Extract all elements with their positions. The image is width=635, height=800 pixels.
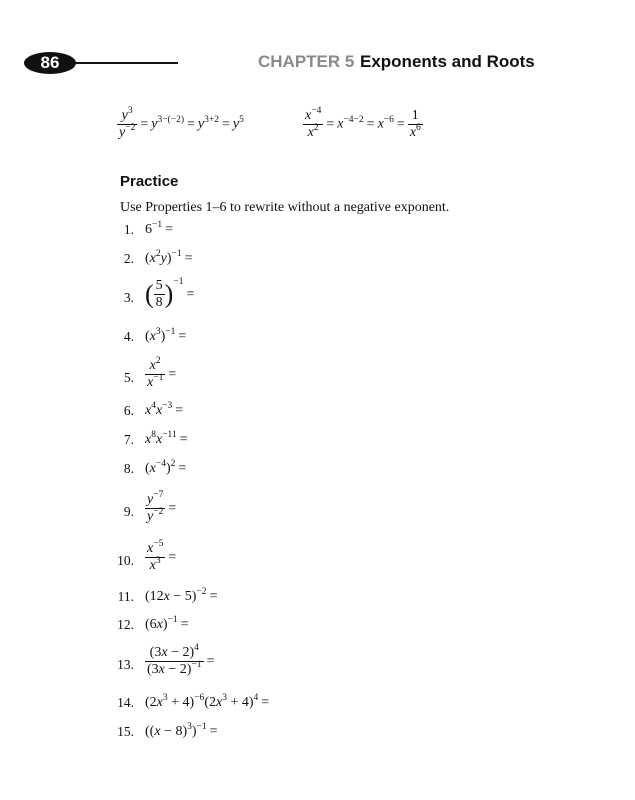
- page-number-badge: 86: [24, 52, 76, 74]
- problem-number: 9.: [123, 504, 134, 519]
- header-rule: [68, 62, 178, 64]
- problem-number: 6.: [123, 403, 134, 418]
- problem-5: $\frac{x^2}{x^{-1}}$ =: [147, 356, 177, 390]
- problem-14: $(2x^3 + 4)^{-6}(2x^3 + 4)^4$ =: [145, 693, 270, 710]
- problem-9: $\frac{y^{-7}}{y^{-2}}$ =: [147, 490, 177, 524]
- problem-4: $(x^3)^{-1}$ =: [145, 327, 187, 344]
- problem-number: 1.: [123, 222, 134, 237]
- problem-number: 8.: [123, 461, 134, 476]
- problem-number: 3.: [123, 290, 134, 305]
- practice-instruction: Use Properties 1–6 to rewrite without a negative exponent.: [120, 200, 450, 215]
- problem-9-fraction: $\frac{y^{-7}}{y^{-2}}$: [147, 490, 164, 524]
- example-2-result: $\frac{1}{x^6}$: [409, 108, 421, 140]
- problem-8: $(x^{-4})^2$ =: [145, 459, 187, 476]
- example-1-fraction: $\frac{y^3}{y^{-2}}$: [119, 106, 136, 140]
- problem-3-fraction: $\frac{5}{8}$: [155, 278, 163, 310]
- problem-10: $\frac{x^{-5}}{x^3}$ =: [147, 539, 177, 573]
- problem-7: $x^8x^{-11}$ =: [145, 430, 188, 447]
- problem-6: $x^4x^{-3}$ =: [145, 401, 184, 418]
- problem-3: ( $\frac{5}{8}$ )$^{-1}$=: [145, 276, 195, 310]
- example-1: $\frac{y^3}{y^{-2}}$ = $y^{3-(-2)} = y^{3+2} = y^5$: [119, 106, 244, 140]
- problem-number: 11.: [117, 589, 134, 604]
- example-2: $\frac{x^{-4}}{x^2}$ = $x^{-4-2} = x^{-6}$ = $\frac{1}{x^6}$: [305, 106, 421, 140]
- problem-1: $6^{-1}$ =: [145, 220, 174, 237]
- problem-5-fraction: $\frac{x^2}{x^{-1}}$: [147, 356, 164, 390]
- problem-12: $(6x)^{-1}$ =: [145, 615, 189, 632]
- problem-10-fraction: $\frac{x^{-5}}{x^3}$: [147, 539, 164, 573]
- problem-number: 15.: [117, 724, 134, 739]
- practice-heading: Practice: [120, 173, 179, 190]
- problem-13: $\frac{(3x - 2)^4}{(3x - 2)^{-1}}$ =: [147, 643, 215, 677]
- problem-number: 10.: [117, 553, 134, 568]
- problem-number: 2.: [123, 251, 134, 266]
- problem-number: 7.: [123, 432, 134, 447]
- chapter-title: Exponents and Roots: [360, 52, 535, 71]
- problem-13-fraction: $\frac{(3x - 2)^4}{(3x - 2)^{-1}}$: [147, 643, 202, 677]
- problem-number: 13.: [117, 657, 134, 672]
- problem-11: $(12x - 5)^{-2}$ =: [145, 587, 218, 604]
- problem-number: 12.: [117, 617, 134, 632]
- example-2-fraction: $\frac{x^{-4}}{x^2}$: [305, 106, 322, 140]
- problem-number: 14.: [117, 695, 134, 710]
- problem-15: $((x - 8)^3)^{-1}$ =: [145, 722, 218, 739]
- chapter-label: CHAPTER 5: [258, 52, 355, 71]
- problem-number: 5.: [123, 370, 134, 385]
- problem-number: 4.: [123, 329, 134, 344]
- problem-2: $(x^2y)^{-1}$ =: [145, 249, 193, 266]
